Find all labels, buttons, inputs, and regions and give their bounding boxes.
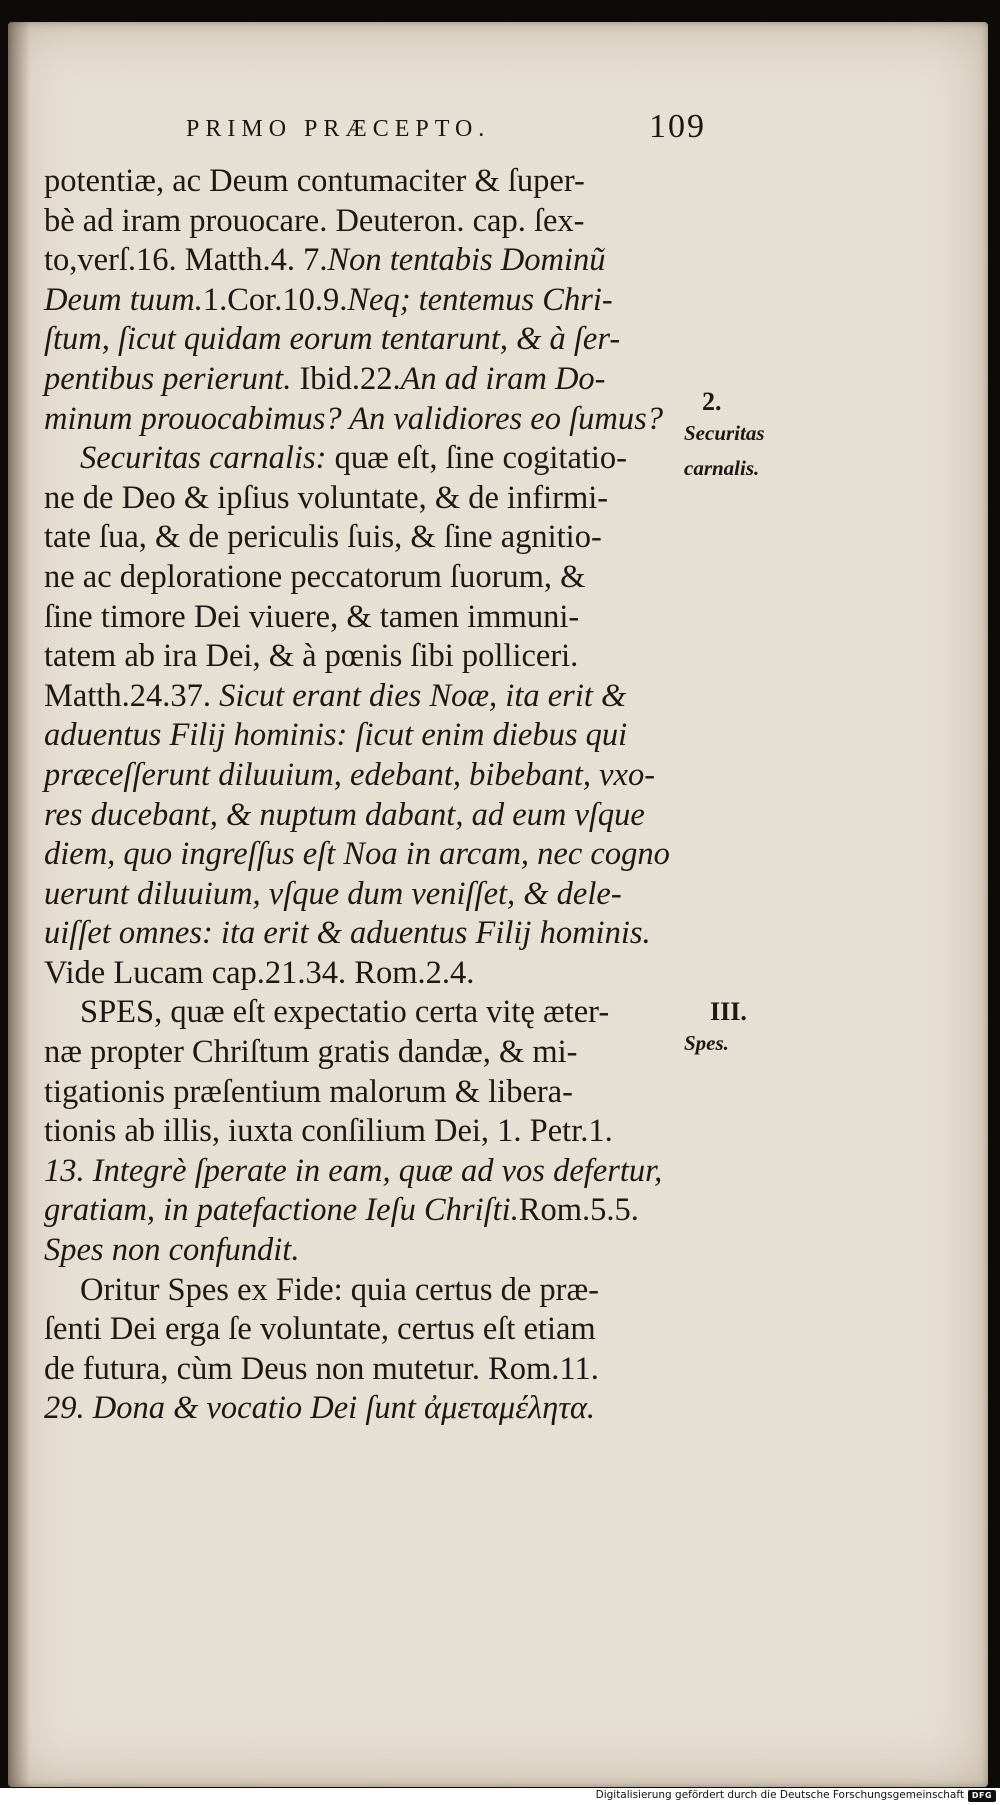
text-line [44, 914, 684, 954]
text-line [44, 518, 684, 558]
italic-text-segment: Non tentabis Dominũ [327, 242, 606, 279]
margin-note-number: 2. [702, 387, 722, 416]
binding-shadow [8, 22, 30, 1787]
text-line [44, 360, 684, 400]
italic-text-segment: Deum tuum. [44, 281, 203, 318]
running-title: PRIMO PRÆCEPTO. [186, 116, 491, 142]
text-line [44, 1191, 684, 1231]
italic-text-segment: Securitas carnalis: [80, 440, 327, 477]
text-segment: Rom.5.5. [518, 1192, 639, 1229]
text-line [44, 1033, 684, 1073]
text-line [44, 637, 684, 677]
text-line [44, 320, 684, 360]
margin-note-label: Securitas [684, 421, 765, 445]
text-line [44, 439, 684, 479]
italic-text-segment: An ad iram Do- [400, 360, 606, 397]
margin-note-securitas [684, 387, 834, 481]
text-line [44, 1152, 684, 1192]
text-line [44, 241, 684, 281]
dfg-logo: DFG [968, 1790, 996, 1802]
text-segment: bè ad iram prouocare. Deuteron. cap. ſex- [44, 202, 585, 239]
text-line [44, 875, 684, 915]
text-segment: ſine timore Dei viuere, & tamen immuni- [44, 598, 580, 635]
text-line [44, 677, 684, 717]
text-segment: Ibid.22. [291, 360, 401, 397]
italic-text-segment: 29. Dona & vocatio Dei ſunt ἀμεταμέλητα. [44, 1390, 596, 1427]
text-segment: 1.Cor.10.9. [202, 281, 348, 318]
text-line [44, 202, 684, 242]
italic-text-segment: aduentus Filij hominis: ſicut enim diebus qui [44, 717, 628, 754]
text-segment: Oritur Spes ex Fide: quia certus de præ- [80, 1271, 599, 1308]
italic-text-segment: uiſſet omnes: ita erit & aduentus Filij hominis. [44, 915, 651, 952]
text-line [44, 1271, 684, 1311]
text-line [44, 1231, 684, 1271]
text-line [44, 162, 684, 202]
text-line [44, 1112, 684, 1152]
text-segment: Matth.24.37. [44, 677, 220, 714]
text-line [44, 1350, 684, 1390]
margin-note-spes [684, 997, 834, 1056]
text-segment: tionis ab illis, iuxta conſilium Dei, 1. Petr.1. [44, 1113, 613, 1150]
italic-text-segment: præceſſerunt diluuium, edebant, bibebant, vxo- [44, 756, 656, 793]
italic-text-segment: gratiam, in patefactione Ieſu Chriſti. [44, 1192, 519, 1229]
text-segment: to,verſ.16. Matth.4. 7. [44, 242, 328, 279]
text-segment: tatem ab ira Dei, & à pœnis ſibi polliceri. [44, 638, 579, 675]
italic-text-segment: 13. Integrè ſperate in eam, quæ ad vos defertur, [44, 1152, 663, 1189]
margin-note-number: III. [710, 997, 747, 1026]
italic-text-segment: Spes non confundit. [44, 1232, 300, 1269]
text-line [44, 479, 684, 519]
text-line [44, 1073, 684, 1113]
text-segment: potentiæ, ac Deum contumaciter & ſuper- [44, 163, 585, 199]
text-line [44, 558, 684, 598]
text-segment: SPES, quæ eſt expectatio certa vitę æter- [80, 994, 610, 1031]
italic-text-segment: uerunt diluuium, vſque dum veniſſet, & dele- [44, 875, 622, 912]
text-segment: næ propter Chriſtum gratis dandæ, & mi- [44, 1034, 578, 1071]
margin-note-label: carnalis. [684, 456, 760, 480]
text-segment: de futura, cùm Deus non mutetur. Rom.11. [44, 1350, 599, 1387]
digitization-footer [0, 1788, 1000, 1805]
italic-text-segment: res ducebant, & nuptum dabant, ad eum vſque [44, 796, 645, 833]
margin-note-label: Spes. [684, 1031, 729, 1055]
text-line [44, 835, 684, 875]
text-segment: quæ eſt, ſine cogitatio- [326, 440, 627, 477]
text-line [44, 954, 684, 994]
text-segment: ne ac deploratione peccatorum ſuorum, & [44, 558, 586, 595]
text-line [44, 1389, 684, 1429]
text-line [44, 1310, 684, 1350]
text-line [44, 716, 684, 756]
text-line [44, 400, 684, 440]
page-number: 109 [649, 108, 706, 145]
body-text [44, 162, 684, 1429]
italic-text-segment: minum prouocabimus? An validiores eo ſumus? [44, 400, 663, 437]
text-line [44, 756, 684, 796]
text-segment: ne de Deo & ipſius voluntate, & de infirmi- [44, 479, 609, 516]
text-segment: tate ſua, & de periculis ſuis, & ſine agnitio- [44, 519, 602, 556]
italic-text-segment: pentibus perierunt. [44, 360, 292, 397]
text-line [44, 796, 684, 836]
italic-text-segment: ſtum, ſicut quidam eorum tentarunt, & à ſer- [44, 321, 621, 358]
page-header [186, 108, 706, 154]
italic-text-segment: diem, quo ingreſſus eſt Noa in arcam, nec cogno [44, 836, 670, 873]
text-line [44, 598, 684, 638]
text-segment: ſenti Dei erga ſe voluntate, certus eſt etiam [44, 1311, 596, 1348]
text-segment: Vide Lucam cap.21.34. Rom.2.4. [44, 954, 475, 991]
italic-text-segment: Sicut erant dies Noæ, ita erit & [219, 677, 627, 714]
text-line [44, 281, 684, 321]
text-segment: tigationis præſentium malorum & libera- [44, 1073, 573, 1110]
book-page [8, 22, 988, 1787]
text-line [44, 993, 684, 1033]
italic-text-segment: Neq; tentemus Chri- [347, 281, 613, 318]
funding-credit: Digitalisierung gefördert durch die Deutsche Forschungsgemeinschaft [595, 1789, 964, 1801]
